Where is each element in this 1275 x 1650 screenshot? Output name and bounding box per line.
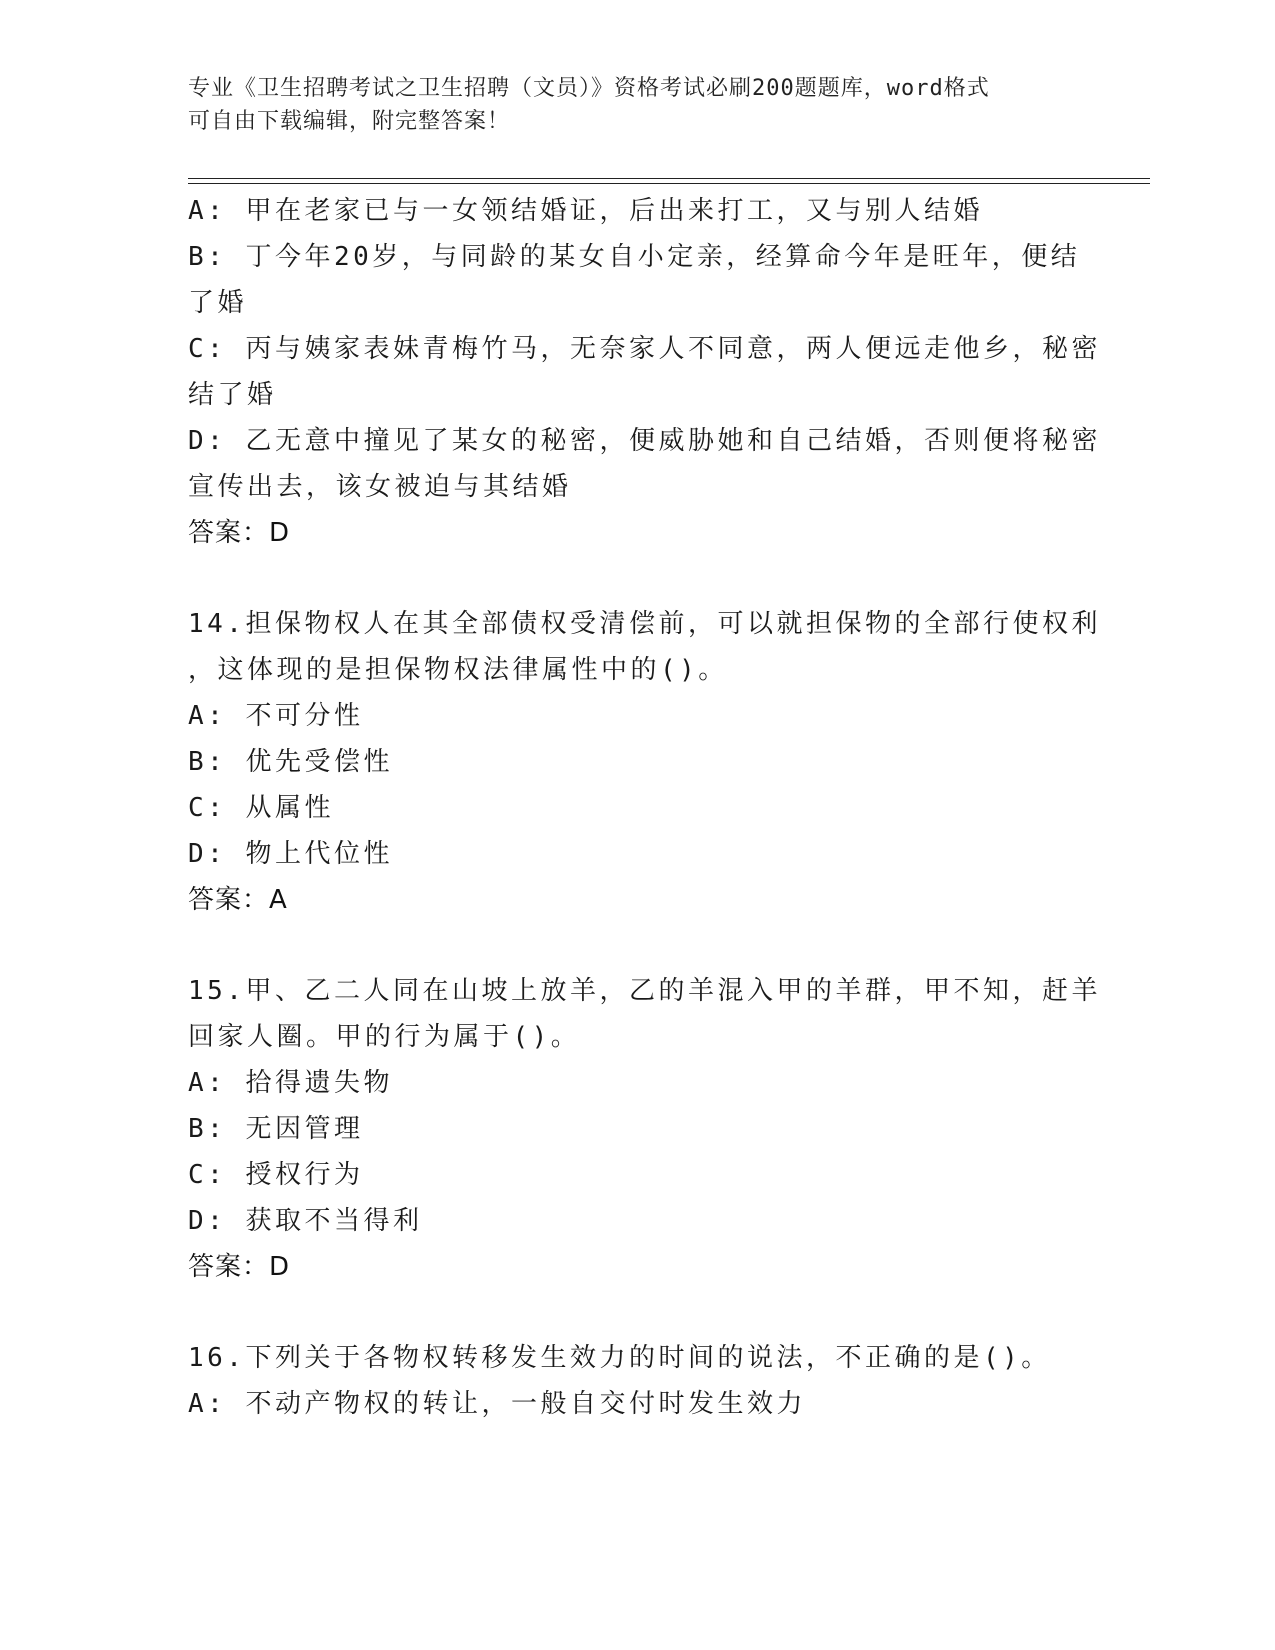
answer-line: 答案：A <box>188 885 288 915</box>
header-line-1: 专业《卫生招聘考试之卫生招聘（文员）》资格考试必刷200题题库，word格式 <box>188 76 990 101</box>
document-body <box>188 188 1101 1427</box>
question-15 <box>188 968 1101 1290</box>
header-rule-top <box>188 178 1150 179</box>
option-line: D: 物上代位性 <box>188 839 393 869</box>
answer-line: 答案：D <box>188 518 291 548</box>
question-13 <box>188 188 1101 556</box>
document-header <box>188 72 1068 138</box>
option-line: A: 不可分性 <box>188 701 364 731</box>
question-16 <box>188 1335 1068 1427</box>
answer-line: 答案：D <box>188 1252 291 1282</box>
header-rule-bottom <box>188 183 1150 184</box>
question-stem: 16.下列关于各物权转移发生效力的时间的说法，不正确的是()。 <box>188 1343 1051 1373</box>
question-stem: 15.甲、乙二人同在山坡上放羊，乙的羊混入甲的羊群，甲不知，赶羊 <box>188 976 1101 1006</box>
option-line: A: 拾得遗失物 <box>188 1068 393 1098</box>
option-line: C: 授权行为 <box>188 1160 364 1190</box>
question-stem: 14.担保物权人在其全部债权受清偿前，可以就担保物的全部行使权利 <box>188 609 1101 639</box>
question-14 <box>188 601 1101 923</box>
option-line: B: 丁今年20岁，与同龄的某女自小定亲，经算命今年是旺年，便结 <box>188 242 1081 272</box>
option-line: C: 从属性 <box>188 793 334 823</box>
spacer <box>188 1290 1068 1335</box>
question-stem: ，这体现的是担保物权法律属性中的()。 <box>188 655 728 685</box>
option-line: A: 不动产物权的转让，一般自交付时发生效力 <box>188 1389 806 1419</box>
option-line: 了婚 <box>188 288 248 318</box>
option-line: C: 丙与姨家表妹青梅竹马，无奈家人不同意，两人便远走他乡，秘密 <box>188 334 1101 364</box>
spacer <box>188 556 1068 601</box>
header-line-2: 可自由下载编辑，附完整答案！ <box>188 109 511 134</box>
option-line: D: 获取不当得利 <box>188 1206 423 1236</box>
option-line: D: 乙无意中撞见了某女的秘密，便威胁她和自己结婚，否则便将秘密 <box>188 426 1101 456</box>
option-line: B: 优先受偿性 <box>188 747 393 777</box>
option-line: 结了婚 <box>188 380 277 410</box>
option-line: A: 甲在老家已与一女领结婚证，后出来打工，又与别人结婚 <box>188 196 983 226</box>
question-stem: 回家人圈。甲的行为属于()。 <box>188 1022 581 1052</box>
option-line: 宣传出去，该女被迫与其结婚 <box>188 472 572 502</box>
spacer <box>188 923 1068 968</box>
option-line: B: 无因管理 <box>188 1114 364 1144</box>
